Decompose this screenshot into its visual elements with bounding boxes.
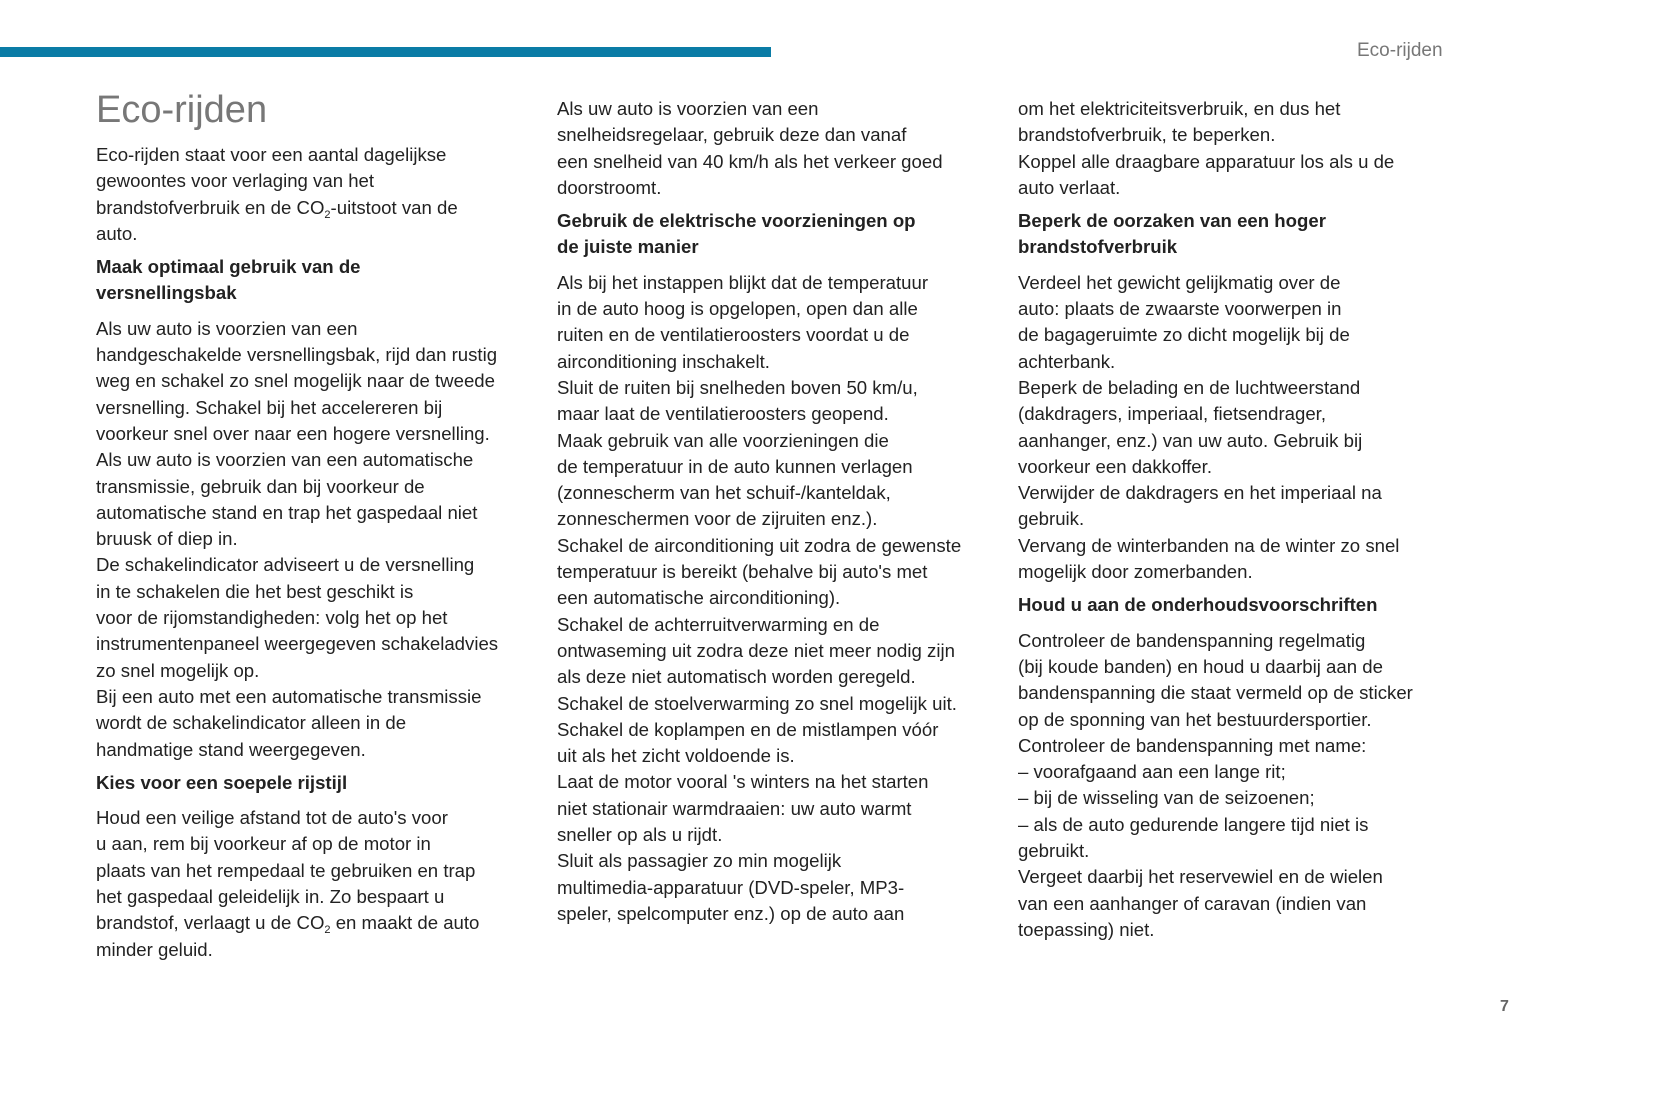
text: Eco-rijden staat voor een aantal dagelijkse gewoontes voor verlaging van het brandstofverbruik en de CO [96, 144, 447, 218]
heading-gearbox: Maak optimaal gebruik van de versnellingsbak [96, 256, 361, 304]
heading-driving-style: Kies voor een soepele rijstijl [96, 771, 348, 793]
paragraph-maintenance: Controleer de bandenspanning regelmatig (bij koude banden) en houd u daarbij aan de bandenspanning die staat vermeld op de sticker op de sponning van het bestuurdersportier. Controleer de bandenspanning met name: – voorafgaand aan een lange rit; – bij de wisseling van de seizoenen; – als de auto gedurende langere tijd niet is gebruikt. Vergeet daarbij het reservewiel en de wielen van een aanhanger of caravan (indien van toepassing) niet. [1018, 629, 1413, 940]
subscript: 2 [324, 924, 331, 937]
header-accent-bar [0, 47, 771, 57]
paragraph-electrical: Als bij het instappen blijkt dat de temperatuur in de auto hoog is opgelopen, open dan alle ruiten en de ventilatieroosters voordat u de airconditioning inschakelt. Sluit de ruiten bij snelheden boven 50 km/u, maar laat de ventilatieroosters geopend. Maak gebruik van alle voorzieningen die de temperatuur in de auto kunnen verlagen (zonnescherm van het schuif-/kanteldak, zonneschermen voor de zijruiten enz.). Schakel de airconditioning uit zodra de gewenste temperatuur is bereikt (behalve bij auto's met een automatische airconditioning). Schakel de achterruitverwarming en de ontwaseming uit zodra deze niet meer nodig zijn als deze niet automatisch worden geregeld. Schakel de stoelverwarming zo snel mogelijk uit. Schakel de koplampen en de mistlampen vóór uit als het zicht voldoende is. Laat de motor vooral 's winters na het starten niet stationair warmdraaien: uw auto warmt sneller op als u rijdt. Sluit als passagier zo min mogelijk multimedia-apparatuur (DVD-speler, MP3- speler, spelcomputer enz.) op de auto aan [557, 271, 962, 924]
page-title: Eco-rijden [96, 89, 268, 131]
column-1 [96, 88, 536, 963]
paragraph-continued: om het elektriciteitsverbruik, en dus het brandstofverbruik, te beperken. Koppel alle draagbare apparatuur los als u de auto verlaat. [1018, 98, 1395, 198]
paragraph-gearbox: Als uw auto is voorzien van een handgeschakelde versnellingsbak, rijd dan rustig weg en schakel zo snel mogelijk naar de tweede versnelling. Schakel bij het accelereren bij voorkeur snel over naar een hogere versnelling. Als uw auto is voorzien van een automatische transmissie, gebruik dan bij voorkeur de automatische stand en trap het gaspedaal niet bruusk of diep in. De schakelindicator adviseert u de versnelling in te schakelen die het best geschikt is voor de rijomstandigheden: volg het op het instrumentenpaneel weergegeven schakeladvies zo snel mogelijk op. Bij een auto met een automatische transmissie wordt de schakelindicator alleen in de handmatige stand weergegeven. [96, 317, 499, 760]
heading-consumption-causes: Beperk de oorzaken van een hoger brandstofverbruik [1018, 210, 1326, 258]
paragraph-driving-style [96, 805, 536, 963]
page-number: 7 [1500, 998, 1509, 1015]
subscript: 2 [324, 208, 331, 221]
heading-maintenance: Houd u aan de onderhoudsvoorschriften [1018, 594, 1378, 616]
column-3 [1018, 96, 1458, 943]
intro-paragraph [96, 142, 536, 247]
paragraph-consumption-causes: Verdeel het gewicht gelijkmatig over de auto: plaats de zwaarste voorwerpen in de bagageruimte zo dicht mogelijk bij de achterbank. Beperk de belading en de luchtweerstand (dakdragers, imperiaal, fietsendrager, aanhanger, enz.) van uw auto. Gebruik bij voorkeur een dakkoffer. Verwijder de dakdragers en het imperiaal na gebruik. Vervang de winterbanden na de winter zo snel mogelijk door zomerbanden. [1018, 271, 1400, 583]
text: -uitstoot van de auto. [96, 196, 458, 244]
text: Houd een veilige afstand tot de auto's voor u aan, rem bij voorkeur af op de motor in plaats van het rempedaal te gebruiken en trap het gaspedaal geleidelijk in. Zo bespaart u brandstof, verlaagt u de CO [96, 807, 476, 934]
heading-electrical: Gebruik de elektrische voorzieningen op de juiste manier [557, 210, 916, 258]
text: en maakt de auto minder geluid. [96, 912, 480, 960]
section-header: Eco-rijden [1357, 40, 1443, 61]
column-2 [557, 96, 997, 927]
paragraph-cruise-control: Als uw auto is voorzien van een snelheidsregelaar, gebruik deze dan vanaf een snelheid van 40 km/h als het verkeer goed doorstroomt. [557, 98, 943, 198]
